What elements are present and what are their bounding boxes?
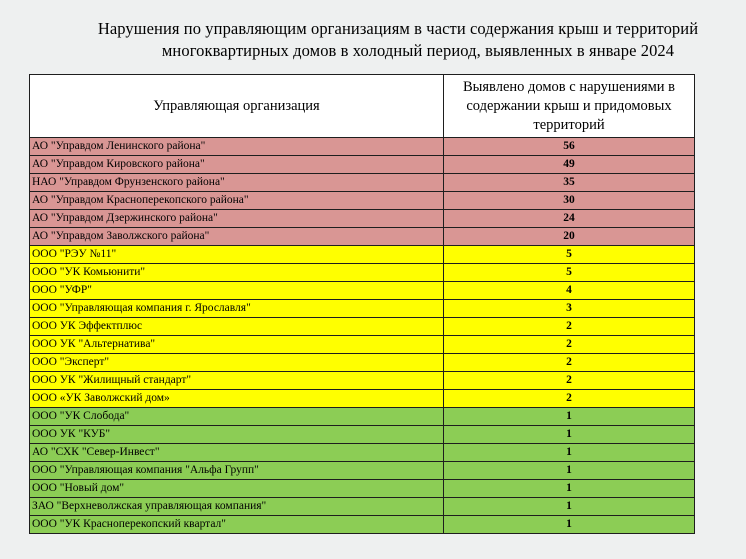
violation-count-cell: 1: [444, 498, 695, 516]
violation-count-cell: 1: [444, 462, 695, 480]
title-line-1: Нарушения по управляющим организациям в части содержания крыш и территорий: [97, 19, 699, 38]
table-row: [30, 210, 695, 228]
org-name-cell: ООО "Управляющая компания г. Ярославля": [30, 300, 444, 318]
violation-count-cell: 35: [444, 174, 695, 192]
org-name-cell: ООО УК "Альтернатива": [30, 336, 444, 354]
violation-count-cell: 1: [444, 408, 695, 426]
org-name-cell: ООО "УК Красноперекопский квартал": [30, 516, 444, 534]
table-row: [30, 228, 695, 246]
violation-count-cell: 49: [444, 156, 695, 174]
org-name-cell: НАО "Управдом Фрунзенского района": [30, 174, 444, 192]
violations-table: [29, 74, 695, 534]
table-row: [30, 174, 695, 192]
violation-count-cell: 56: [444, 138, 695, 156]
table-row: [30, 318, 695, 336]
org-name-cell: АО "Управдом Кировского района": [30, 156, 444, 174]
violation-count-cell: 24: [444, 210, 695, 228]
table-row: [30, 264, 695, 282]
violation-count-cell: 1: [444, 480, 695, 498]
org-name-cell: АО "Управдом Дзержинского района": [30, 210, 444, 228]
org-name-cell: ООО "Управляющая компания "Альфа Групп": [30, 462, 444, 480]
violation-count-cell: 5: [444, 246, 695, 264]
page-title: [0, 18, 746, 62]
org-name-cell: ООО УК Эффектплюс: [30, 318, 444, 336]
violation-count-cell: 2: [444, 318, 695, 336]
table-header-row: [30, 75, 695, 138]
org-name-cell: ООО "УК Слобода": [30, 408, 444, 426]
org-name-cell: АО "Управдом Красноперекопского района": [30, 192, 444, 210]
org-name-cell: ООО "Эксперт": [30, 354, 444, 372]
table-row: [30, 156, 695, 174]
org-name-cell: ООО "УК Комьюнити": [30, 264, 444, 282]
table-row: [30, 336, 695, 354]
table-row: [30, 354, 695, 372]
violation-count-cell: 2: [444, 354, 695, 372]
table-body: [30, 138, 695, 534]
table-row: [30, 444, 695, 462]
org-name-cell: ЗАО "Верхневолжская управляющая компания": [30, 498, 444, 516]
header-count: Выявлено домов с нарушениями в содержании крыш и придомовых территорий: [444, 75, 695, 138]
org-name-cell: АО "Управдом Заволжского района": [30, 228, 444, 246]
header-org: Управляющая организация: [30, 75, 444, 138]
table-row: [30, 282, 695, 300]
violation-count-cell: 5: [444, 264, 695, 282]
violation-count-cell: 2: [444, 372, 695, 390]
violation-count-cell: 30: [444, 192, 695, 210]
table-row: [30, 138, 695, 156]
table-row: [30, 426, 695, 444]
violation-count-cell: 2: [444, 390, 695, 408]
table-row: [30, 300, 695, 318]
violation-count-cell: 1: [444, 516, 695, 534]
violation-count-cell: 20: [444, 228, 695, 246]
violation-count-cell: 1: [444, 426, 695, 444]
org-name-cell: АО "Управдом Ленинского района": [30, 138, 444, 156]
org-name-cell: ООО УК "Жилищный стандарт": [30, 372, 444, 390]
table-row: [30, 462, 695, 480]
org-name-cell: ООО "УФР": [30, 282, 444, 300]
violation-count-cell: 2: [444, 336, 695, 354]
violation-count-cell: 1: [444, 444, 695, 462]
table-row: [30, 390, 695, 408]
org-name-cell: АО "СХК "Север-Инвест": [30, 444, 444, 462]
title-line-2: многоквартирных домов в холодный период, выявленных в январе 2024: [161, 41, 675, 60]
table-row: [30, 192, 695, 210]
org-name-cell: ООО "Новый дом": [30, 480, 444, 498]
org-name-cell: ООО "РЭУ №11": [30, 246, 444, 264]
violation-count-cell: 4: [444, 282, 695, 300]
violation-count-cell: 3: [444, 300, 695, 318]
table-row: [30, 498, 695, 516]
org-name-cell: ООО УК "КУБ": [30, 426, 444, 444]
table-row: [30, 246, 695, 264]
table-row: [30, 372, 695, 390]
table-row: [30, 408, 695, 426]
org-name-cell: ООО «УК Заволжский дом»: [30, 390, 444, 408]
table-row: [30, 516, 695, 534]
table-row: [30, 480, 695, 498]
